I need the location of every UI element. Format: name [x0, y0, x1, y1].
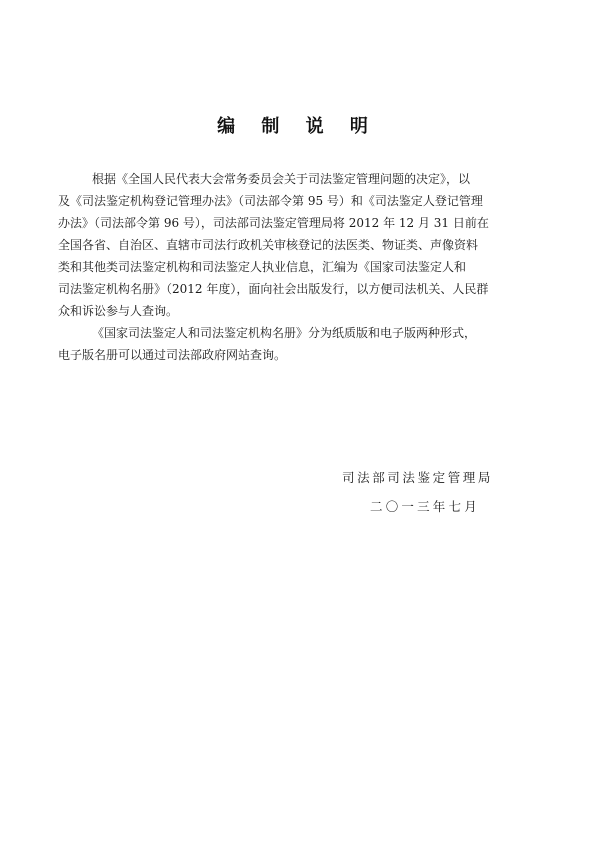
paragraph-2 [58, 322, 542, 366]
paragraph-line: 电子版名册可以通过司法部政府网站查询。 [58, 348, 287, 362]
signature-organization: 司法部司法鉴定管理局 [342, 470, 494, 485]
paragraph-line: 司法鉴定机构名册》（2012 年度），面向社会出版发行，以方便司法机关、人民群 [58, 282, 489, 296]
paragraph-line: 办法》（司法部令第 96 号），司法部司法鉴定管理局将 2012 年 12 月 31 日前在 [58, 216, 489, 230]
document-title: 编 制 说 明 [217, 116, 378, 137]
paragraph-line: 众和诉讼参与人查询。 [58, 304, 179, 318]
signature-date: 二〇一三年七月 [370, 499, 480, 514]
paragraph-line: 全国各省、自治区、直辖市司法行政机关审核登记的法医类、物证类、声像资料 [58, 238, 479, 252]
document-body [58, 168, 542, 366]
paragraph-line: 《国家司法鉴定人和司法鉴定机构名册》分为纸质版和电子版两种形式， [92, 326, 477, 340]
paragraph-1 [58, 168, 542, 322]
paragraph-line: 及《司法鉴定机构登记管理办法》（司法部令第 95 号）和《司法鉴定人登记管理 [58, 194, 483, 208]
paragraph-line: 根据《全国人民代表大会常务委员会关于司法鉴定管理问题的决定》，以 [92, 172, 471, 186]
paragraph-line: 类和其他类司法鉴定机构和司法鉴定人执业信息，汇编为《国家司法鉴定人和 [58, 260, 467, 274]
